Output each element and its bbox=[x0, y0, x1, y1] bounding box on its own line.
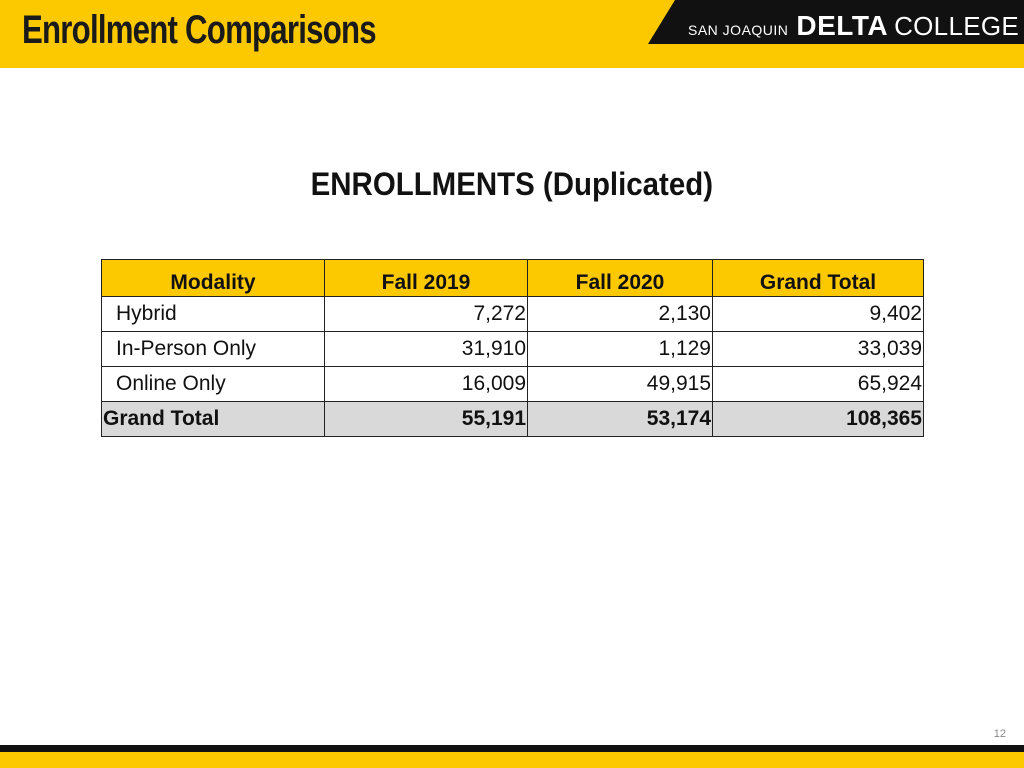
table-cell: 2,130 bbox=[528, 297, 713, 332]
enrollment-table bbox=[101, 259, 924, 437]
logo-prefix: SAN JOAQUIN bbox=[688, 22, 789, 38]
grand-total-row bbox=[102, 402, 924, 437]
table-row bbox=[102, 297, 924, 332]
page-number: 12 bbox=[993, 728, 1006, 740]
table-row bbox=[102, 332, 924, 367]
row-label: Grand Total bbox=[102, 402, 325, 437]
row-label: In-Person Only bbox=[102, 332, 325, 367]
column-header: Fall 2020 bbox=[528, 260, 713, 297]
table-cell: 53,174 bbox=[528, 402, 713, 437]
column-header: Modality bbox=[102, 260, 325, 297]
table-row bbox=[102, 367, 924, 402]
table-cell: 49,915 bbox=[528, 367, 713, 402]
table-cell: 16,009 bbox=[325, 367, 528, 402]
table-cell: 31,910 bbox=[325, 332, 528, 367]
row-label: Online Only bbox=[102, 367, 325, 402]
logo-main: DELTA bbox=[796, 10, 889, 41]
table-header-row bbox=[102, 260, 924, 297]
section-title: ENROLLMENTS (Duplicated) bbox=[310, 166, 714, 202]
footer-stripe-yellow bbox=[0, 752, 1024, 768]
table-cell: 7,272 bbox=[325, 297, 528, 332]
footer-stripe-black bbox=[0, 745, 1024, 752]
column-header: Fall 2019 bbox=[325, 260, 528, 297]
table-cell: 33,039 bbox=[713, 332, 924, 367]
table-cell: 1,129 bbox=[528, 332, 713, 367]
row-label: Hybrid bbox=[102, 297, 325, 332]
table-cell: 65,924 bbox=[713, 367, 924, 402]
page-title: Enrollment Comparisons bbox=[22, 8, 376, 52]
table-cell: 55,191 bbox=[325, 402, 528, 437]
college-logo bbox=[688, 10, 1019, 46]
column-header: Grand Total bbox=[713, 260, 924, 297]
table-cell: 108,365 bbox=[713, 402, 924, 437]
table-cell: 9,402 bbox=[713, 297, 924, 332]
logo-suffix: COLLEGE bbox=[894, 11, 1020, 41]
